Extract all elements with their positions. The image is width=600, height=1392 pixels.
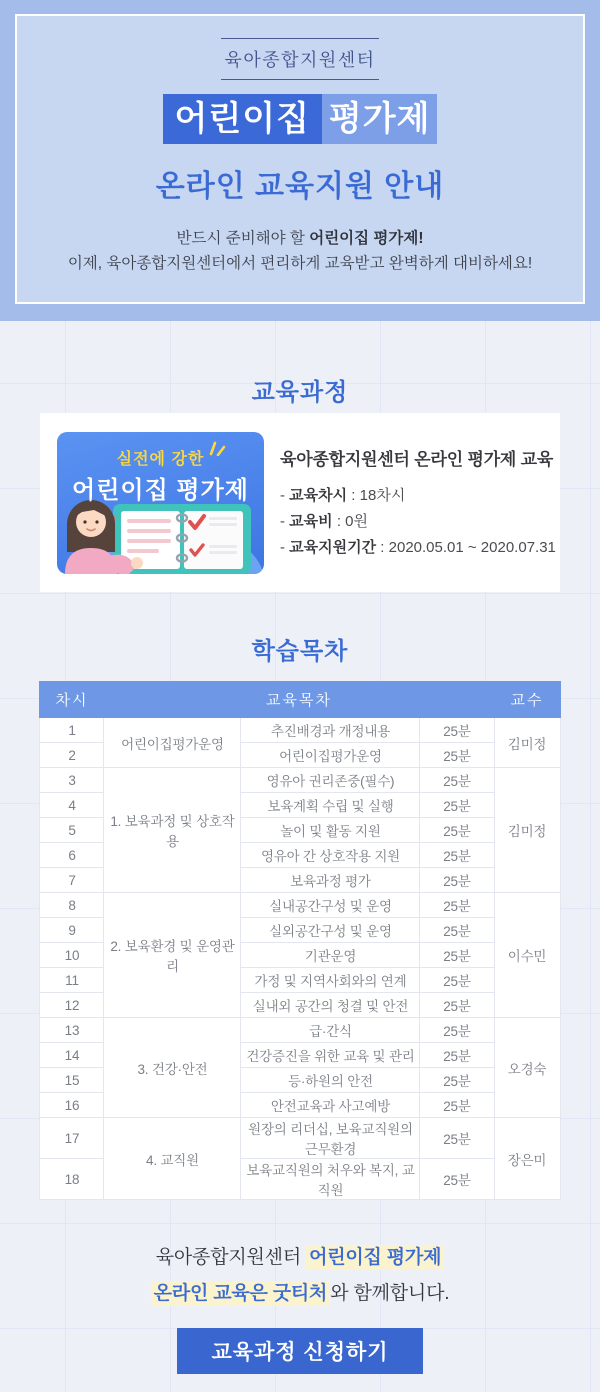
topic-cell: 등·하원의 안전 xyxy=(241,1068,420,1093)
hero-title-primary-box: 어린이집 xyxy=(163,94,322,144)
category-cell: 4. 교직원 xyxy=(104,1118,241,1200)
duration-cell: 25분 xyxy=(420,818,494,843)
detail-label: 교육비 xyxy=(289,512,333,530)
sparkle-accent-icon xyxy=(208,440,226,456)
category-cell: 1. 보육과정 및 상호작용 xyxy=(104,768,241,893)
session-cell: 6 xyxy=(40,843,104,868)
professor-cell: 이수민 xyxy=(494,893,560,1018)
course-detail-row: - 교육지원기간 : 2020.05.01 ~ 2020.07.31 xyxy=(280,538,556,556)
duration-cell: 25분 xyxy=(420,743,494,768)
footer-highlight-goodteacher: 온라인 교육은 굿티처 xyxy=(151,1281,331,1306)
session-cell: 17 xyxy=(40,1118,104,1159)
table-header-professor: 교수 xyxy=(494,682,560,718)
category-cell: 어린이집평가운영 xyxy=(104,718,241,768)
table-header-contents: 교육목차 xyxy=(104,682,494,718)
duration-cell: 25분 xyxy=(420,893,494,918)
topic-cell: 보육교직원의 처우와 복지, 교직원 xyxy=(241,1159,420,1200)
session-cell: 1 xyxy=(40,718,104,743)
session-cell: 10 xyxy=(40,943,104,968)
session-cell: 7 xyxy=(40,868,104,893)
duration-cell: 25분 xyxy=(420,1093,494,1118)
duration-cell: 25분 xyxy=(420,918,494,943)
footer-highlight-evaluation: 어린이집 평가제 xyxy=(306,1245,444,1270)
session-cell: 16 xyxy=(40,1093,104,1118)
topic-cell: 안전교육과 사고예방 xyxy=(241,1093,420,1118)
course-detail-row: - 교육차시 : 18차시 xyxy=(280,486,406,504)
session-cell: 15 xyxy=(40,1068,104,1093)
topic-cell: 보육과정 평가 xyxy=(241,868,420,893)
session-cell: 8 xyxy=(40,893,104,918)
topic-cell: 가정 및 지역사회와의 연계 xyxy=(241,968,420,993)
detail-label: 교육차시 xyxy=(289,486,348,504)
duration-cell: 25분 xyxy=(420,1118,494,1159)
table-row xyxy=(40,893,560,918)
footer-note xyxy=(0,1240,600,1312)
course-section-title: 교육과정 xyxy=(251,379,349,406)
course-detail-list xyxy=(280,483,556,561)
session-cell: 5 xyxy=(40,818,104,843)
topic-cell: 원장의 리더십, 보육교직원의 근무환경 xyxy=(241,1118,420,1159)
duration-cell: 25분 xyxy=(420,768,494,793)
hero-banner xyxy=(0,0,600,321)
topic-cell: 보육계획 수립 및 실행 xyxy=(241,793,420,818)
course-thumbnail xyxy=(57,432,264,574)
hero-desc-line1: 반드시 준비해야 할 어린이집 평가제! xyxy=(176,230,424,247)
topic-cell: 급·간식 xyxy=(241,1018,420,1043)
duration-cell: 25분 xyxy=(420,1159,494,1200)
course-detail-row: - 교육비 : 0원 xyxy=(280,512,369,530)
topic-cell: 영유아 권리존중(필수) xyxy=(241,768,420,793)
professor-cell: 장은미 xyxy=(494,1118,560,1200)
duration-cell: 25분 xyxy=(420,1018,494,1043)
apply-button[interactable]: 교육과정 신청하기 xyxy=(177,1328,423,1374)
table-header-session: 차시 xyxy=(40,682,104,718)
detail-label: 교육지원기간 xyxy=(289,538,377,556)
hero-subtitle: 온라인 교육지원 안내 xyxy=(155,170,445,203)
syllabus-section-title: 학습목차 xyxy=(251,638,349,665)
topic-cell: 영유아 간 상호작용 지원 xyxy=(241,843,420,868)
session-cell: 12 xyxy=(40,993,104,1018)
duration-cell: 25분 xyxy=(420,943,494,968)
topic-cell: 건강증진을 위한 교육 및 관리 xyxy=(241,1043,420,1068)
table-header-row xyxy=(40,682,560,718)
duration-cell: 25분 xyxy=(420,793,494,818)
session-cell: 4 xyxy=(40,793,104,818)
duration-cell: 25분 xyxy=(420,1068,494,1093)
footer-line1: 육아종합지원센터 어린이집 평가제 xyxy=(156,1245,444,1270)
session-cell: 11 xyxy=(40,968,104,993)
session-cell: 9 xyxy=(40,918,104,943)
table-row xyxy=(40,768,560,793)
topic-cell: 추진배경과 개정내용 xyxy=(241,718,420,743)
footer-line2: 온라인 교육은 굿티처 와 함께합니다. xyxy=(151,1281,450,1306)
topic-cell: 실외공간구성 및 운영 xyxy=(241,918,420,943)
hero-title-secondary-box: 평가제 xyxy=(322,94,438,144)
table-row xyxy=(40,1018,560,1043)
course-name: 육아종합지원센터 온라인 평가제 교육 xyxy=(280,449,554,469)
topic-cell: 어린이집평가운영 xyxy=(241,743,420,768)
hero-panel xyxy=(15,14,585,304)
session-cell: 3 xyxy=(40,768,104,793)
topic-cell: 실내공간구성 및 운영 xyxy=(241,893,420,918)
hero-description xyxy=(17,226,583,276)
category-cell: 3. 건강·안전 xyxy=(104,1018,241,1118)
session-cell: 13 xyxy=(40,1018,104,1043)
detail-value: 2020.05.01 ~ 2020.07.31 xyxy=(388,538,556,556)
session-cell: 18 xyxy=(40,1159,104,1200)
detail-value: 0원 xyxy=(345,512,369,530)
duration-cell: 25분 xyxy=(420,868,494,893)
thumbnail-tagline: 실전에 강한 xyxy=(116,450,205,468)
duration-cell: 25분 xyxy=(420,968,494,993)
hero-title xyxy=(17,94,583,144)
topic-cell: 기관운영 xyxy=(241,943,420,968)
professor-cell: 김미정 xyxy=(494,718,560,768)
professor-cell: 김미정 xyxy=(494,768,560,893)
detail-value: 18차시 xyxy=(359,486,406,504)
duration-cell: 25분 xyxy=(420,993,494,1018)
duration-cell: 25분 xyxy=(420,718,494,743)
category-cell: 2. 보육환경 및 운영관리 xyxy=(104,893,241,1018)
duration-cell: 25분 xyxy=(420,843,494,868)
thumbnail-title: 어린이집 평가제 xyxy=(72,476,249,504)
topic-cell: 놀이 및 활동 지원 xyxy=(241,818,420,843)
syllabus-table xyxy=(39,681,560,1200)
center-badge: 육아종합지원센터 xyxy=(221,38,378,80)
table-row xyxy=(40,718,560,743)
professor-cell: 오경숙 xyxy=(494,1018,560,1118)
course-card xyxy=(40,413,560,592)
session-cell: 2 xyxy=(40,743,104,768)
hero-desc-line2: 이제, 육아종합지원센터에서 편리하게 교육받고 완벽하게 대비하세요! xyxy=(67,255,533,272)
table-row xyxy=(40,1118,560,1159)
main-content xyxy=(0,321,600,1392)
course-info xyxy=(280,445,556,561)
duration-cell: 25분 xyxy=(420,1043,494,1068)
session-cell: 14 xyxy=(40,1043,104,1068)
topic-cell: 실내외 공간의 청결 및 안전 xyxy=(241,993,420,1018)
